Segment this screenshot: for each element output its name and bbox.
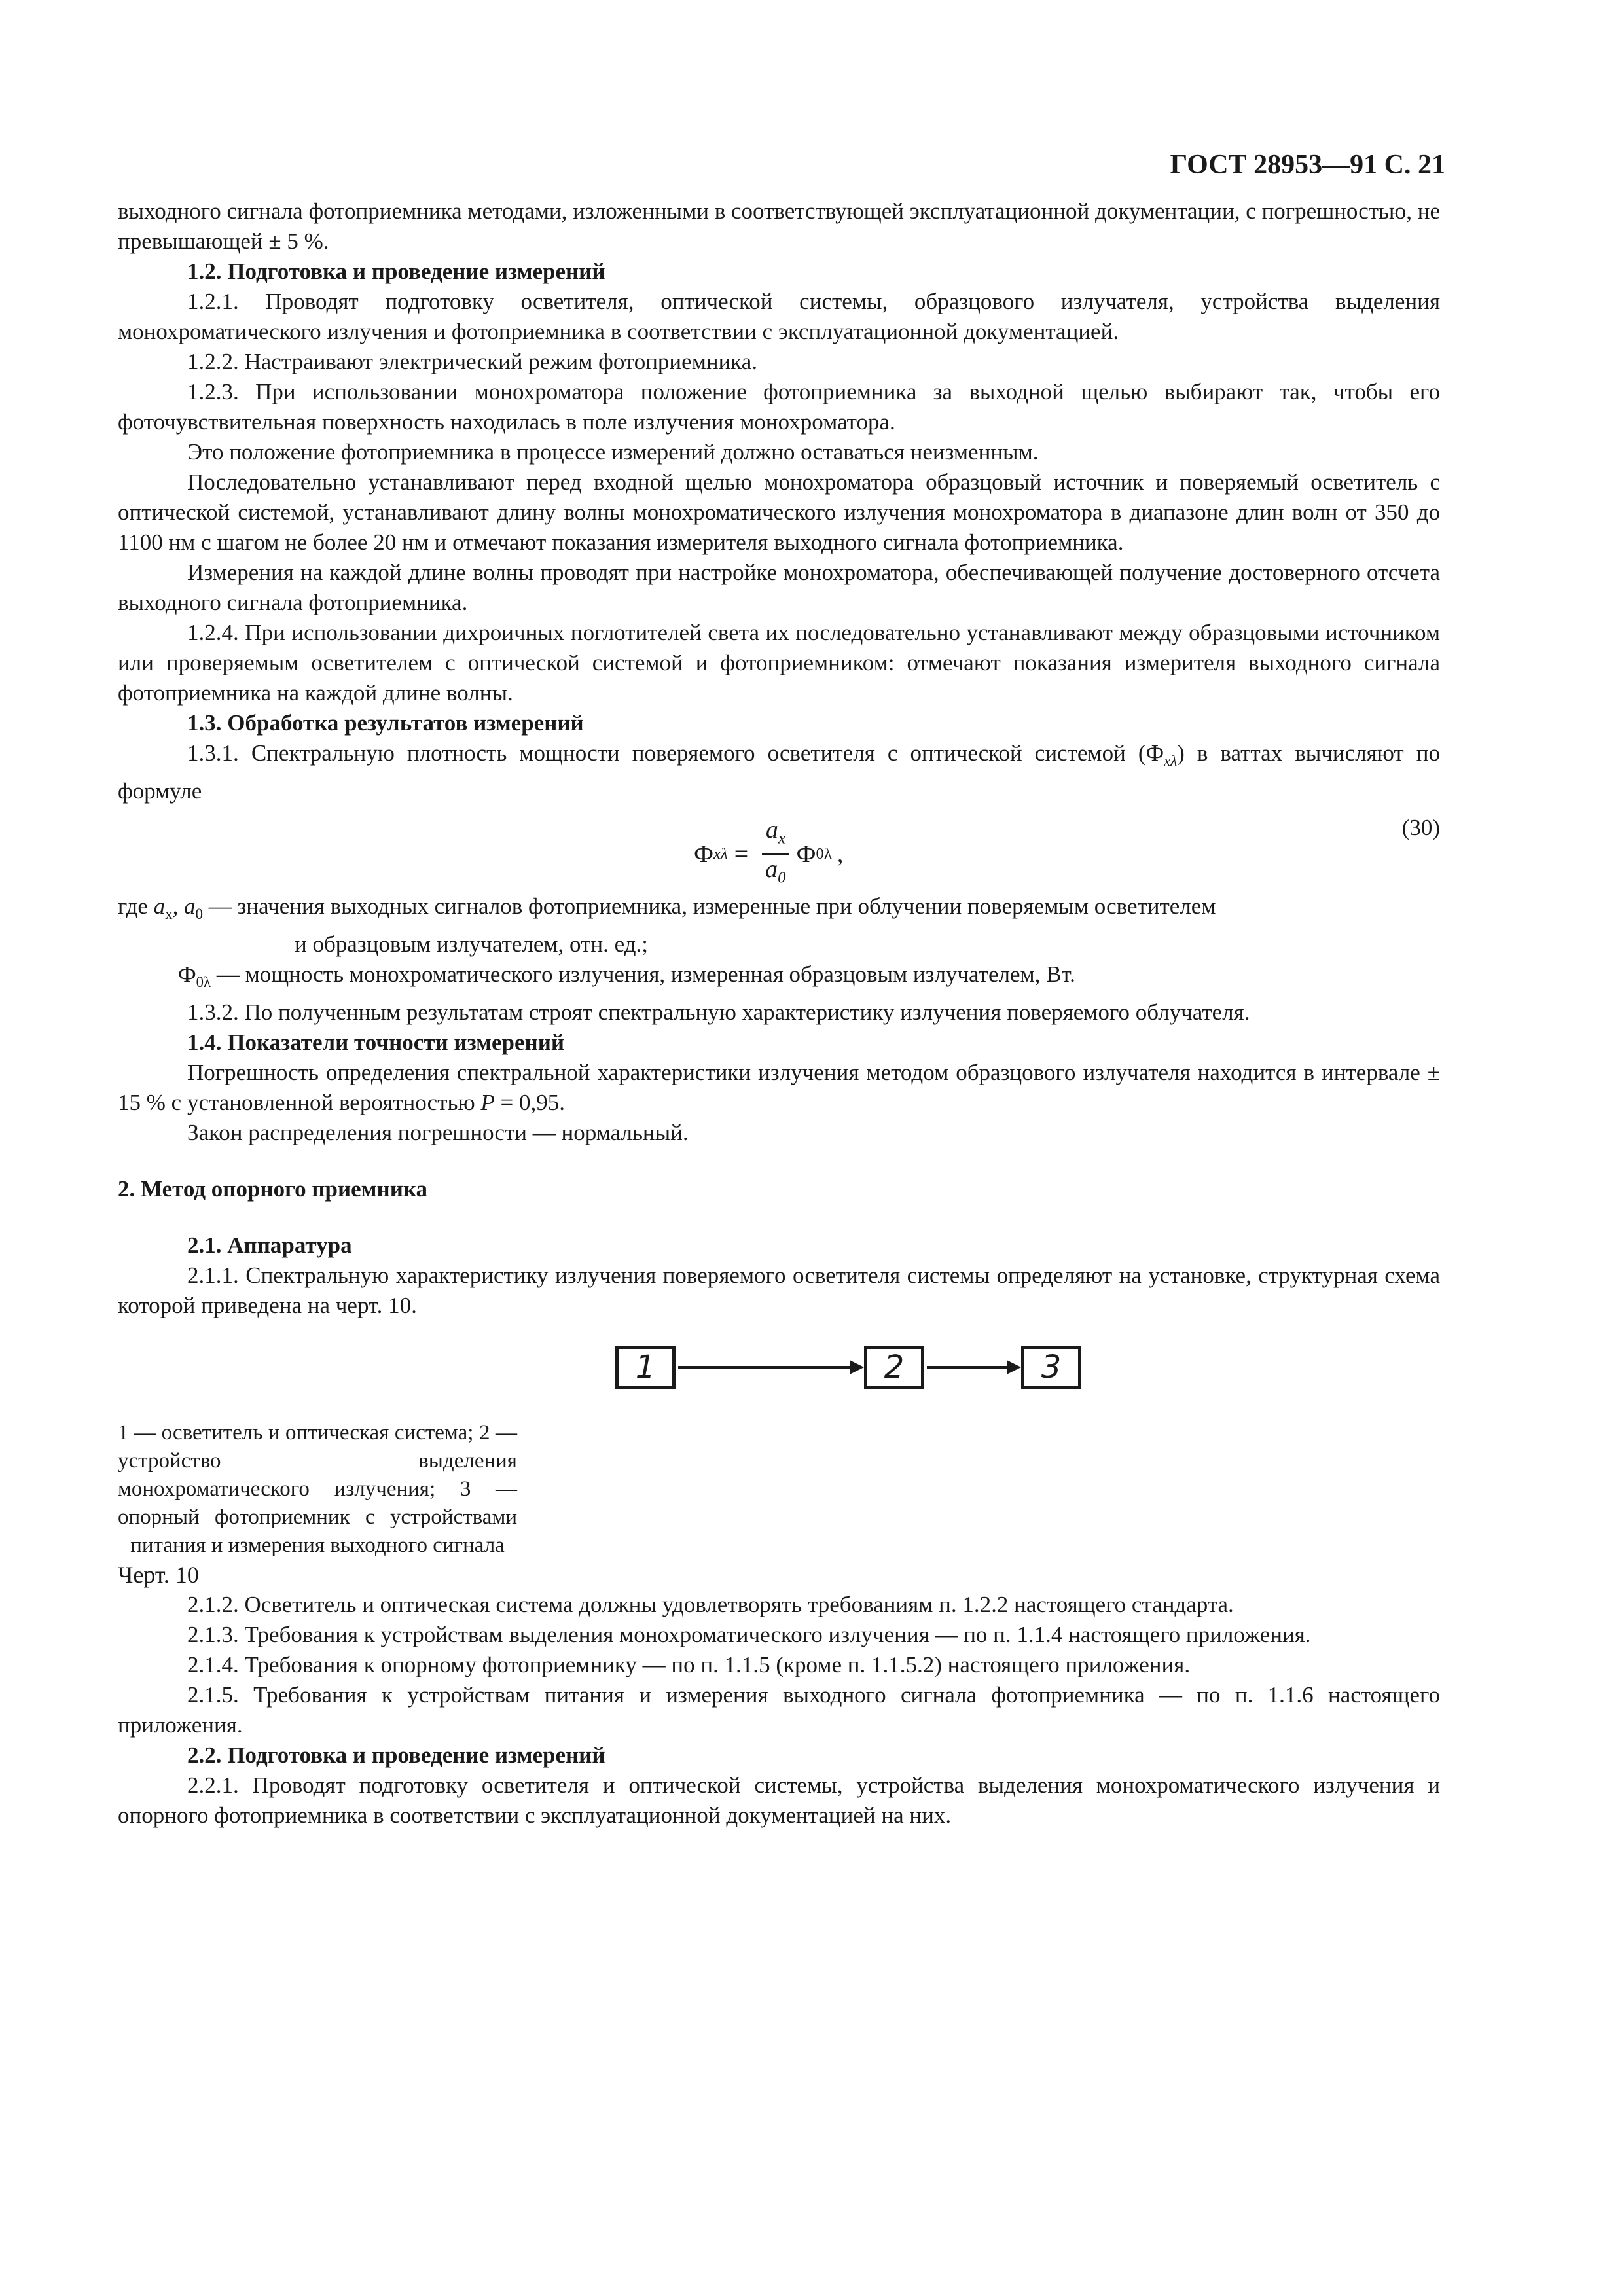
paragraph: 1.2.2. Настраивают электрический режим фотоприемника. [187, 349, 758, 374]
paragraph: Это положение фотоприемника в процессе измерений должно оставаться неизменным. [187, 439, 1039, 465]
figure-caption: Черт. 10 [118, 1562, 199, 1588]
paragraph: 2.1.4. Требования к опорному фотоприемнику — по п. 1.1.5 (кроме п. 1.1.5.2) настоящего приложения. [187, 1652, 1191, 1677]
diagram-box-2: 2 [864, 1346, 924, 1389]
paragraph: 1.2.1. Проводят подготовку осветителя, оптической системы, образцового излучателя, устройства выделения монохроматического излучения и фотоприемника в соответствии с эксплуатационной документацией. [118, 289, 1440, 344]
paragraph: 2.1.5. Требования к устройствам питания и измерения выходного сигнала фотоприемника — по п. 1.1.6 настоящего приложения. [118, 1682, 1440, 1738]
section-heading: 1.4. Показатели точности измерений [187, 1030, 565, 1055]
section-heading: 2.1. Аппаратура [187, 1232, 352, 1258]
formula [118, 806, 1440, 891]
section-heading: 1.2. Подготовка и проведение измерений [187, 259, 605, 284]
section-heading: 1.3. Обработка результатов измерений [187, 710, 584, 736]
paragraph: выходного сигнала фотоприемника методами, изложенными в соответствующей эксплуатационной документации, с погрешностью, не превышающей ± 5 %. [118, 198, 1440, 254]
page-header: ГОСТ 28953—91 С. 21 [1170, 150, 1445, 180]
diagram-box-1: 1 [615, 1346, 676, 1389]
variable-definition-continued: и образцовым излучателем, отн. ед.; [295, 931, 648, 957]
diagram-box-3: 3 [1021, 1346, 1081, 1389]
method-heading: 2. Метод опорного приемника [118, 1176, 427, 1202]
figure-legend: 1 — осветитель и оптическая система; 2 — устройство выделения монохроматического излучения; 3 — опорный фотоприемник с устройствами питания и измерения выходного сигнала [118, 1421, 517, 1557]
formula-expression: Ф xλ = $\frac{a_x}{a_0}$ Ф 0λ , [694, 816, 843, 892]
paragraph: 2.1.3. Требования к устройствам выделения монохроматического излучения — по п. 1.1.4 настоящего приложения. [187, 1622, 1311, 1647]
paragraph: 1.2.3. При использовании монохроматора положение фотоприемника за выходной щелью выбирают так, чтобы его фоточувствительная поверхность находилась в поле излучения монохроматора. [118, 379, 1440, 435]
paragraph: Последовательно устанавливают перед входной щелью монохроматора образцовый источник и поверяемый осветитель с оптической системой, устанавливают длину волны монохроматического излучения монохроматора в диапазоне длин волн от 350 до 1100 нм с шагом не более 20 нм и отмечают показания измерителя выходного сигнала фотоприемника. [118, 469, 1440, 555]
equation-number: (30) [1401, 815, 1440, 840]
variable-definitions [118, 891, 1440, 997]
section-heading: 2.2. Подготовка и проведение измерений [187, 1742, 605, 1768]
paragraph: 2.1.1. Спектральную характеристику излучения поверяемого осветителя системы определяют на установке, структурная схема которой приведена на черт. 10. [118, 1263, 1440, 1318]
paragraph: 1.2.4. При использовании дихроичных поглотителей света их последовательно устанавливают между образцовыми источником или проверяемым осветителем с оптической системой и фотоприемником: отмечают показания измерителя выходного сигнала фотоприемника на каждой длине волны. [118, 620, 1440, 706]
formula-fraction: $\frac{a_x}{a_0}$ [761, 816, 789, 892]
block-diagram [118, 1340, 1440, 1419]
paragraph: Закон распределения погрешности — нормальный. [187, 1120, 689, 1145]
paragraph: 1.3.2. По полученным результатам строят спектральную характеристику излучения поверяемого облучателя. [187, 999, 1250, 1025]
paragraph: 2.1.2. Осветитель и оптическая система должны удовлетворять требованиям п. 1.2.2 настоящего стандарта. [187, 1592, 1234, 1617]
variable-definition: $Ф_{0\lambda}$ — мощность монохроматического излучения, измеренная образцовым излучателем, Вт. [178, 961, 1075, 990]
paragraph: 2.2.1. Проводят подготовку осветителя и оптической системы, устройства выделения монохроматического излучения и опорного фотоприемника в соответствии с эксплуатационной документацией на них. [118, 1772, 1440, 1828]
arrow-icon [678, 1366, 861, 1369]
arrow-icon [927, 1366, 1018, 1369]
paragraph: Погрешность определения спектральной характеристики излучения методом образцового излучателя находится в интервале ± 15 % с установленной вероятностью P = 0,95. [118, 1060, 1440, 1115]
paragraph: 1.3.1. Спектральную плотность мощности поверяемого осветителя с оптической системой $(Ф_{x\lambda})$ в ваттах вычисляют по формуле [118, 740, 1440, 804]
variable-definition: где $a_x$, $a_0$ — значения выходных сигналов фотоприемника, измеренные при облучении поверяемым осветителем [118, 893, 1216, 922]
document-body [118, 196, 1440, 1831]
paragraph: Измерения на каждой длине волны проводят при настройке монохроматора, обеспечивающей получение достоверного отсчета выходного сигнала фотоприемника. [118, 560, 1440, 615]
